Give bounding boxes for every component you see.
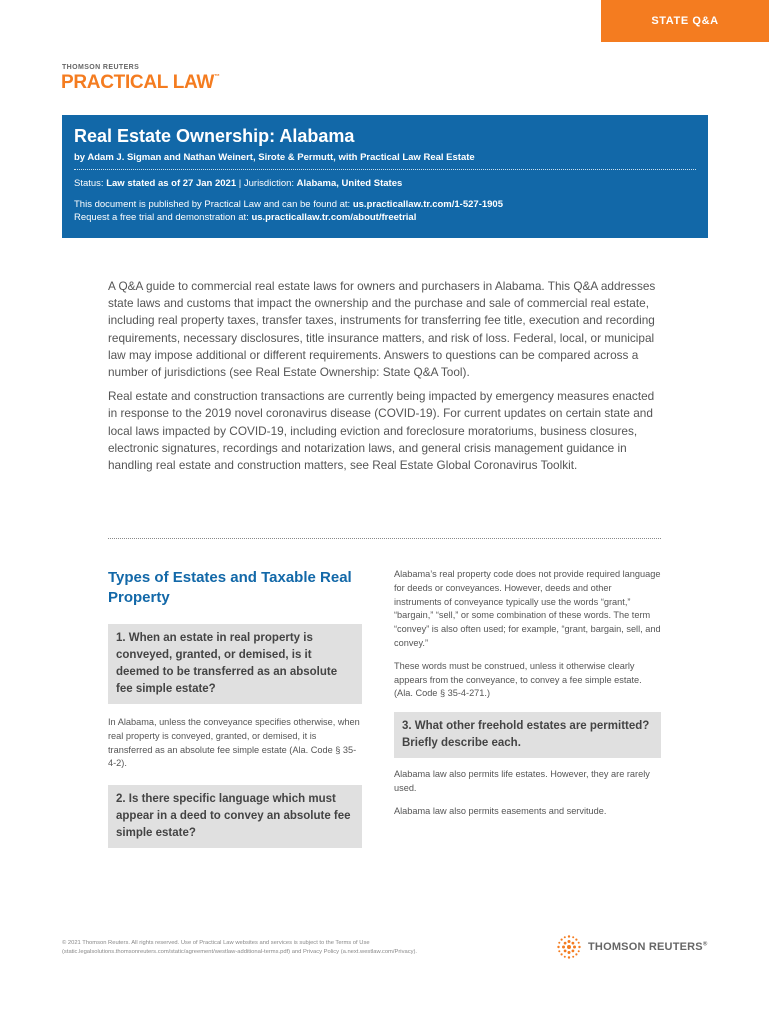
thomson-reuters-label: THOMSON REUTERS xyxy=(62,64,140,71)
published-text: This document is published by Practical Law and can be found at: xyxy=(74,199,353,210)
intro-section xyxy=(108,278,660,474)
answer-2-paragraph-1: Alabama’s real property code does not provide required language for deeds or conveyances. However, deeds and other instruments of conveyance typically use the words “grant,” “bargain,” “sell,” or some combination of these words. The term “convey” is also often used; for example, “grant, bargain, sell, and convey.” xyxy=(394,569,661,648)
publication-info xyxy=(74,199,696,224)
document-authors: by Adam J. Sigman and Nathan Weinert, Sirote & Permutt, with Practical Law Real Estate xyxy=(74,152,475,163)
banner-divider xyxy=(74,169,696,170)
practical-law-logo xyxy=(61,72,220,94)
answer-3-paragraph-2: Alabama law also permits easements and servitude. xyxy=(394,805,607,816)
answer-2-paragraph-2: These words must be construed, unless it otherwise clearly appears from the conveyance, to convey a fee simple estate. (Ala. Code § 35-4-271.) xyxy=(394,660,642,699)
practical-law-logo-text: PRACTICAL LAW xyxy=(61,72,215,93)
title-banner xyxy=(62,115,708,238)
free-trial-link[interactable]: us.practicallaw.tr.com/about/freetrial xyxy=(251,211,417,223)
right-column xyxy=(394,568,661,819)
jurisdiction-value: Alabama, United States xyxy=(296,178,403,189)
left-column xyxy=(108,568,362,848)
footer-legal: © 2021 Thomson Reuters. All rights reserved. Use of Practical Law websites and services is subject to the Terms of Use (static.legalsolutions.thomsonreuters.com/static/agreement/westlaw-additional-terms.pdf) and Privacy Policy (a.next.westlaw.com/Privacy). xyxy=(62,940,418,955)
intro-paragraph-1: A Q&A guide to commercial real estate laws for owners and purchasers in Alabama. This Q&A addresses state laws and customs that impact the ownership and the purchase and sale of commercial real estate, including real property taxes, transfer taxes, instruments for transferring fee title, execution and recording requirements, necessary disclosures, title insurance matters, and risk of loss. Federal, local, or municipal law may impose additional or different requirements. Answers to questions can be compared across a number of jurisdictions (see Real Estate Ownership: State Q&A Tool). xyxy=(108,279,656,380)
section-title: Types of Estates and Taxable Real Property xyxy=(108,569,352,606)
status-label: Status: xyxy=(74,178,107,189)
answer-3-paragraph-1: Alabama law also permits life estates. However, they are rarely used. xyxy=(394,769,650,793)
document-link[interactable]: us.practicallaw.tr.com/1-527-1905 xyxy=(352,199,503,210)
thomson-reuters-mark-icon xyxy=(556,934,582,960)
thomson-reuters-logo-text: THOMSON REUTERS® xyxy=(588,941,708,953)
section-divider xyxy=(108,538,661,539)
status-value: Law stated as of 27 Jan 2021 xyxy=(106,178,237,189)
state-qa-tab: STATE Q&A xyxy=(601,0,769,42)
jurisdiction-label: | Jurisdiction: xyxy=(236,178,297,189)
trademark-mark: ™ xyxy=(214,74,220,80)
question-1: 1. When an estate in real property is conveyed, granted, or demised, is it deemed to be transferred as an absolute fee simple estate? xyxy=(108,624,362,704)
answer-1: In Alabama, unless the conveyance specifies otherwise, when real property is conveyed, granted, or demised, it is transferred as an absolute fee simple estate (Ala. Code § 35-4-2). xyxy=(108,717,360,769)
status-line xyxy=(74,178,696,189)
question-3: 3. What other freehold estates are permitted? Briefly describe each. xyxy=(394,712,661,758)
thomson-reuters-logo xyxy=(556,934,707,960)
document-title: Real Estate Ownership: Alabama xyxy=(74,126,355,146)
trial-text: Request a free trial and demonstration at: xyxy=(74,211,252,223)
question-2: 2. Is there specific language which must appear in a deed to convey an absolute fee simple estate? xyxy=(108,785,362,848)
intro-paragraph-2: Real estate and construction transactions are currently being impacted by emergency measures enacted in response to the 2019 novel coronavirus disease (COVID-19). For current updates on certain state and local laws impacted by COVID-19, including eviction and foreclosure moratoriums, business closures, electronic signatures, recordings and notarization laws, and general crisis management guidance in handling real estate and construction matters, see Real Estate Global Coronavirus Toolkit. xyxy=(108,389,655,473)
